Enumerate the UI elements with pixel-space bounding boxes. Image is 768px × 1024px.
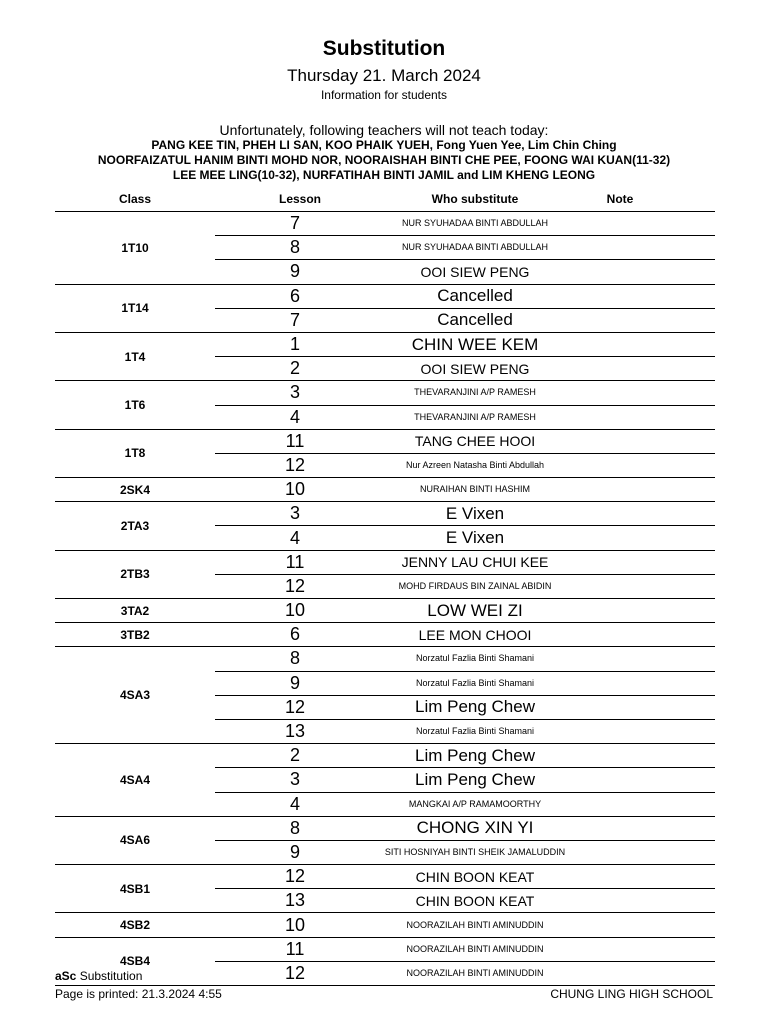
absent-line: PANG KEE TIN, PHEH LI SAN, KOO PHAIK YUEH, Fong Yuen Yee, Lim Chin Ching <box>151 138 617 152</box>
substitute-cell: MOHD FIRDAUS BIN ZAINAL ABIDIN <box>398 580 552 591</box>
lesson-cell: 12 <box>284 962 306 983</box>
class-group <box>55 647 715 744</box>
lesson-cell: 1 <box>289 334 300 355</box>
class-group <box>55 478 715 502</box>
column-header-note: Note <box>606 192 634 206</box>
class-group <box>55 623 715 647</box>
lesson-cell: 12 <box>284 866 306 887</box>
substitute-cell: THEVARANJINI A/P RAMESH <box>414 411 536 422</box>
substitute-cell: THEVARANJINI A/P RAMESH <box>414 387 536 398</box>
lesson-cell: 11 <box>285 551 305 572</box>
lesson-cell: 7 <box>289 309 300 330</box>
lesson-cell: 2 <box>289 358 300 379</box>
class-cell: 4SA6 <box>119 833 151 848</box>
lesson-cell: 13 <box>284 721 306 742</box>
lesson-cell: 10 <box>284 914 306 935</box>
footer-divider <box>55 985 715 986</box>
table-row <box>215 430 715 453</box>
substitute-cell: E Vixen <box>445 503 505 523</box>
substitute-cell: E Vixen <box>445 528 505 548</box>
class-cell: 3TA2 <box>120 603 150 618</box>
absent-line: NOORFAIZATUL HANIM BINTI MOHD NOR, NOORAISHAH BINTI CHE PEE, FOONG WAI KUAN(11-32) <box>97 153 671 167</box>
table-row <box>215 695 715 719</box>
lesson-cell: 9 <box>289 672 300 693</box>
class-cell: 1T8 <box>124 446 146 461</box>
substitute-cell: NOORAZILAH BINTI AMINUDDIN <box>406 967 544 978</box>
class-cell: 1T10 <box>121 240 149 255</box>
lesson-cell: 11 <box>285 938 305 959</box>
footer-brand-rest: Substitution <box>76 969 143 983</box>
absent-teachers <box>0 138 768 183</box>
lesson-cell: 10 <box>284 479 306 500</box>
lesson-cell: 3 <box>289 769 300 790</box>
table-row <box>215 938 715 961</box>
table-row <box>215 259 715 283</box>
absent-line: LEE MEE LING(10-32), NURFATIHAH BINTI JAMIL and LIM KHENG LEONG <box>172 168 596 182</box>
lesson-cell: 3 <box>289 382 300 403</box>
substitute-cell: Lim Peng Chew <box>414 697 535 717</box>
lesson-cell: 2 <box>289 745 300 766</box>
class-cell: 2TA3 <box>120 518 150 533</box>
table-row <box>215 285 715 308</box>
lesson-cell: 7 <box>289 213 300 234</box>
lesson-cell: 6 <box>289 624 300 645</box>
lesson-cell: 4 <box>289 406 300 427</box>
table-row <box>215 405 715 429</box>
substitute-cell: Lim Peng Chew <box>414 769 535 789</box>
table-row <box>215 623 715 646</box>
substitute-cell: OOI SIEW PENG <box>420 263 530 280</box>
lesson-cell: 8 <box>289 817 300 838</box>
print-timestamp: Page is printed: 21.3.2024 4:55 <box>55 987 222 1001</box>
substitution-table <box>55 212 715 986</box>
column-header-lesson: Lesson <box>278 192 321 206</box>
substitute-cell: CHIN WEE KEM <box>411 334 539 354</box>
substitute-cell: Nur Azreen Natasha Binti Abdullah <box>405 459 545 470</box>
page-title: Substitution <box>322 37 446 60</box>
table-row <box>215 235 715 259</box>
substitute-cell: CHIN BOON KEAT <box>415 892 535 909</box>
class-group <box>55 502 715 550</box>
table-row <box>215 671 715 695</box>
substitute-cell: NURAIHAN BINTI HASHIM <box>419 484 530 495</box>
school-name: CHUNG LING HIGH SCHOOL <box>550 987 713 1001</box>
substitute-cell: NOORAZILAH BINTI AMINUDDIN <box>406 919 544 930</box>
absent-intro: Unfortunately, following teachers will not teach today: <box>219 122 549 138</box>
footer-brand <box>55 969 142 983</box>
class-group <box>55 744 715 817</box>
class-group <box>55 430 715 478</box>
substitute-cell: Cancelled <box>437 286 513 306</box>
lesson-cell: 6 <box>289 285 300 306</box>
table-row <box>215 502 715 525</box>
lesson-cell: 4 <box>289 527 300 548</box>
lesson-cell: 12 <box>284 575 306 596</box>
substitute-cell: LOW WEI ZI <box>427 600 523 620</box>
substitute-cell: Norzatul Fazlia Binti Shamani <box>415 726 535 737</box>
table-row <box>215 865 715 888</box>
footer-brand-bold: aSc <box>55 969 77 983</box>
table-row <box>215 453 715 477</box>
substitute-cell: Lim Peng Chew <box>414 745 535 765</box>
class-group <box>55 285 715 333</box>
class-group <box>55 913 715 937</box>
lesson-cell: 4 <box>289 793 300 814</box>
substitute-cell: SITI HOSNIYAH BINTI SHEIK JAMALUDDIN <box>384 846 566 857</box>
class-group <box>55 817 715 865</box>
table-row <box>215 913 715 936</box>
substitute-cell: LEE MON CHOOI <box>418 626 532 643</box>
table-row <box>215 308 715 332</box>
table-row <box>215 767 715 791</box>
class-cell: 1T6 <box>124 398 146 412</box>
table-row <box>215 551 715 574</box>
table-row <box>215 744 715 767</box>
table-row <box>215 574 715 598</box>
lesson-cell: 11 <box>285 430 305 451</box>
class-group <box>55 212 715 285</box>
lesson-cell: 8 <box>289 237 300 258</box>
substitute-cell: OOI SIEW PENG <box>420 360 530 377</box>
table-row <box>215 961 715 985</box>
class-cell: 4SB1 <box>119 881 151 896</box>
lesson-cell: 13 <box>284 890 306 911</box>
table-header <box>55 190 715 210</box>
lesson-cell: 9 <box>289 261 300 282</box>
substitute-cell: MANGKAI A/P RAMAMOORTHY <box>408 798 542 809</box>
lesson-cell: 8 <box>289 648 300 669</box>
substitute-cell: NOORAZILAH BINTI AMINUDDIN <box>406 943 544 954</box>
class-group <box>55 865 715 913</box>
page-date: Thursday 21. March 2024 <box>287 66 481 85</box>
class-group <box>55 551 715 599</box>
class-cell: 1T4 <box>124 349 146 364</box>
table-row <box>215 356 715 380</box>
table-row <box>215 888 715 912</box>
substitute-cell: NUR SYUHADAA BINTI ABDULLAH <box>401 218 549 229</box>
page-subtitle: Information for students <box>320 88 448 102</box>
table-row <box>215 792 715 816</box>
class-cell: 4SA4 <box>119 772 151 787</box>
substitute-cell: Norzatul Fazlia Binti Shamani <box>415 677 535 688</box>
substitute-cell: JENNY LAU CHUI KEE <box>401 554 549 571</box>
column-header-who-substitute: Who substitute <box>431 192 519 206</box>
table-row <box>215 478 715 501</box>
lesson-cell: 12 <box>284 454 306 475</box>
table-row <box>215 719 715 743</box>
class-cell: 1T14 <box>121 301 149 316</box>
substitute-cell: CHONG XIN YI <box>416 818 534 838</box>
class-group <box>55 333 715 381</box>
lesson-cell: 10 <box>284 600 306 621</box>
table-row <box>215 212 715 235</box>
table-row <box>215 333 715 356</box>
column-header-class: Class <box>118 192 152 206</box>
class-cell: 4SB2 <box>119 918 151 933</box>
table-row <box>215 599 715 622</box>
substitute-cell: CHIN BOON KEAT <box>415 868 535 885</box>
table-row <box>215 381 715 404</box>
class-group <box>55 599 715 623</box>
substitute-cell: NUR SYUHADAA BINTI ABDULLAH <box>401 242 549 253</box>
substitute-cell: Norzatul Fazlia Binti Shamani <box>415 653 535 664</box>
table-row <box>215 817 715 840</box>
table-row <box>215 525 715 549</box>
class-group <box>55 381 715 429</box>
class-cell: 2TB3 <box>120 567 150 582</box>
lesson-cell: 3 <box>289 503 300 524</box>
table-row <box>215 647 715 670</box>
table-row <box>215 840 715 864</box>
class-cell: 4SA3 <box>119 688 151 703</box>
class-cell: 2SK4 <box>119 482 151 497</box>
class-cell: 4SB4 <box>119 954 151 969</box>
substitute-cell: Cancelled <box>437 310 513 330</box>
class-cell: 3TB2 <box>120 627 150 642</box>
substitute-cell: TANG CHEE HOOI <box>414 433 536 450</box>
class-group <box>55 938 715 986</box>
lesson-cell: 9 <box>289 841 300 862</box>
lesson-cell: 12 <box>284 696 306 717</box>
